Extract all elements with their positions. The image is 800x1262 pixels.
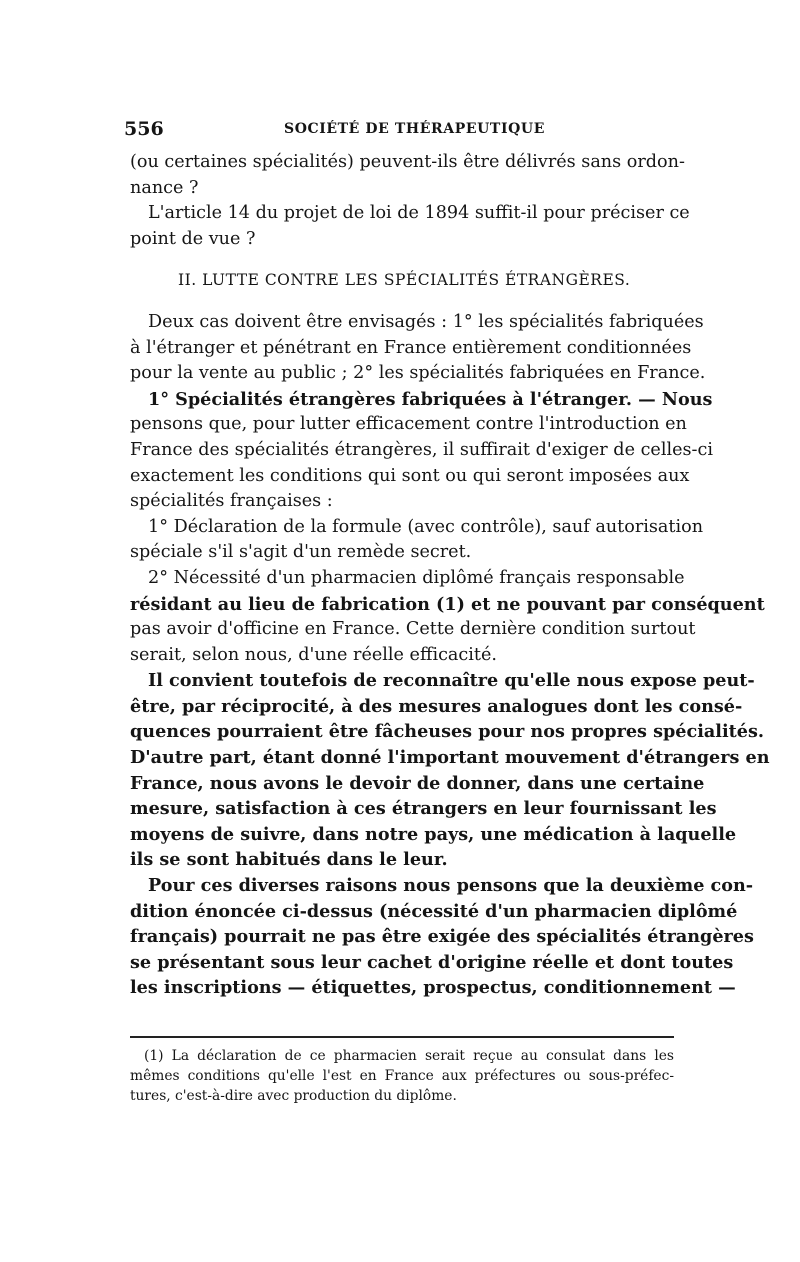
- running-title: SOCIÉTÉ DE THÉRAPEUTIQUE: [284, 121, 545, 137]
- page-header: [124, 118, 680, 140]
- text-line: France, nous avons le devoir de donner, dans une certaine: [130, 772, 705, 794]
- paragraph: [130, 387, 713, 515]
- spacer: [130, 294, 674, 310]
- text-line: être, par réciprocité, à des mesures analogues dont les consé-: [130, 695, 743, 717]
- intro-paragraph: [130, 150, 690, 252]
- text-line: résidant au lieu de fabrication (1) et ne pouvant par conséquent: [130, 593, 765, 615]
- text-line: mesure, satisfaction à ces étrangers en leur fournissant les: [130, 798, 717, 820]
- text-line: 1° Spécialités étrangères fabriquées à l'étranger. — Nous: [148, 388, 713, 410]
- text-line: français) pourrait ne pas être exigée des spécialités étrangères: [130, 926, 754, 948]
- text-line: serait, selon nous, d'une réelle efficacité.: [130, 644, 497, 665]
- footnote-rule: [130, 1036, 674, 1038]
- text-line: ils se sont habitués dans le leur.: [130, 849, 448, 871]
- section-heading-block: [130, 268, 674, 294]
- text-line: se présentant sous leur cachet d'origine réelle et dont toutes: [130, 951, 734, 973]
- paragraph: [130, 873, 754, 1001]
- footnote-line: tures, c'est-à-dire avec production du diplôme.: [130, 1088, 457, 1104]
- text-line: Deux cas doivent être envisagés : 1° les spécialités fabriquées: [148, 311, 704, 332]
- text-line: Il convient toutefois de reconnaître qu'elle nous expose peut-: [148, 670, 755, 692]
- text-line: (ou certaines spécialités) peuvent-ils être délivrés sans ordon-: [130, 152, 685, 172]
- paragraph: [130, 668, 770, 873]
- text-line: à l'étranger et pénétrant en France entièrement conditionnées: [130, 337, 692, 358]
- paragraph: [130, 566, 765, 668]
- footnote-line: (1) La déclaration de ce pharmacien serait reçue au consulat dans les: [144, 1048, 674, 1064]
- text-line: 2° Nécessité d'un pharmacien diplômé français responsable: [148, 567, 685, 588]
- page-number: 556: [124, 118, 164, 140]
- text-line: exactement les conditions qui sont ou qui seront imposées aux: [130, 465, 690, 486]
- text-line: point de vue ?: [130, 228, 256, 249]
- paragraph: [130, 515, 704, 566]
- body-text: [130, 150, 770, 1001]
- paragraph: [130, 310, 706, 387]
- text-line: D'autre part, étant donné l'important mouvement d'étrangers en: [130, 747, 770, 769]
- text-line: 1° Déclaration de la formule (avec contrôle), sauf autorisation: [148, 516, 704, 537]
- text-line: quences pourraient être fâcheuses pour nos propres spécialités.: [130, 721, 764, 743]
- text-line: pensons que, pour lutter efficacement contre l'introduction en: [130, 414, 687, 435]
- text-line: les inscriptions — étiquettes, prospectus, conditionnement —: [130, 977, 736, 999]
- text-line: Pour ces diverses raisons nous pensons que la deuxième con-: [148, 875, 754, 897]
- text-line: pour la vente au public ; 2° les spécialités fabriquées en France.: [130, 363, 706, 384]
- spacer: [130, 252, 674, 268]
- text-line: pas avoir d'officine en France. Cette dernière condition surtout: [130, 619, 696, 640]
- text-line: spécialités françaises :: [130, 491, 333, 512]
- footnote-line: mêmes conditions qu'elle l'est en France aux préfectures ou sous-préfec-: [130, 1068, 674, 1084]
- text-line: dition énoncée ci-dessus (nécessité d'un pharmacien diplômé: [130, 900, 738, 922]
- section-heading: II. LUTTE CONTRE LES SPÉCIALITÉS ÉTRANGÈRES.: [178, 271, 631, 290]
- text-line: spéciale s'il s'agit d'un remède secret.: [130, 542, 472, 563]
- text-line: moyens de suivre, dans notre pays, une médication à laquelle: [130, 823, 737, 845]
- text-line: France des spécialités étrangères, il suffirait d'exiger de celles-ci: [130, 439, 713, 460]
- text-line: nance ?: [130, 177, 199, 198]
- footnote: [130, 1046, 674, 1106]
- text-line: L'article 14 du projet de loi de 1894 suffit-il pour préciser ce: [148, 203, 690, 224]
